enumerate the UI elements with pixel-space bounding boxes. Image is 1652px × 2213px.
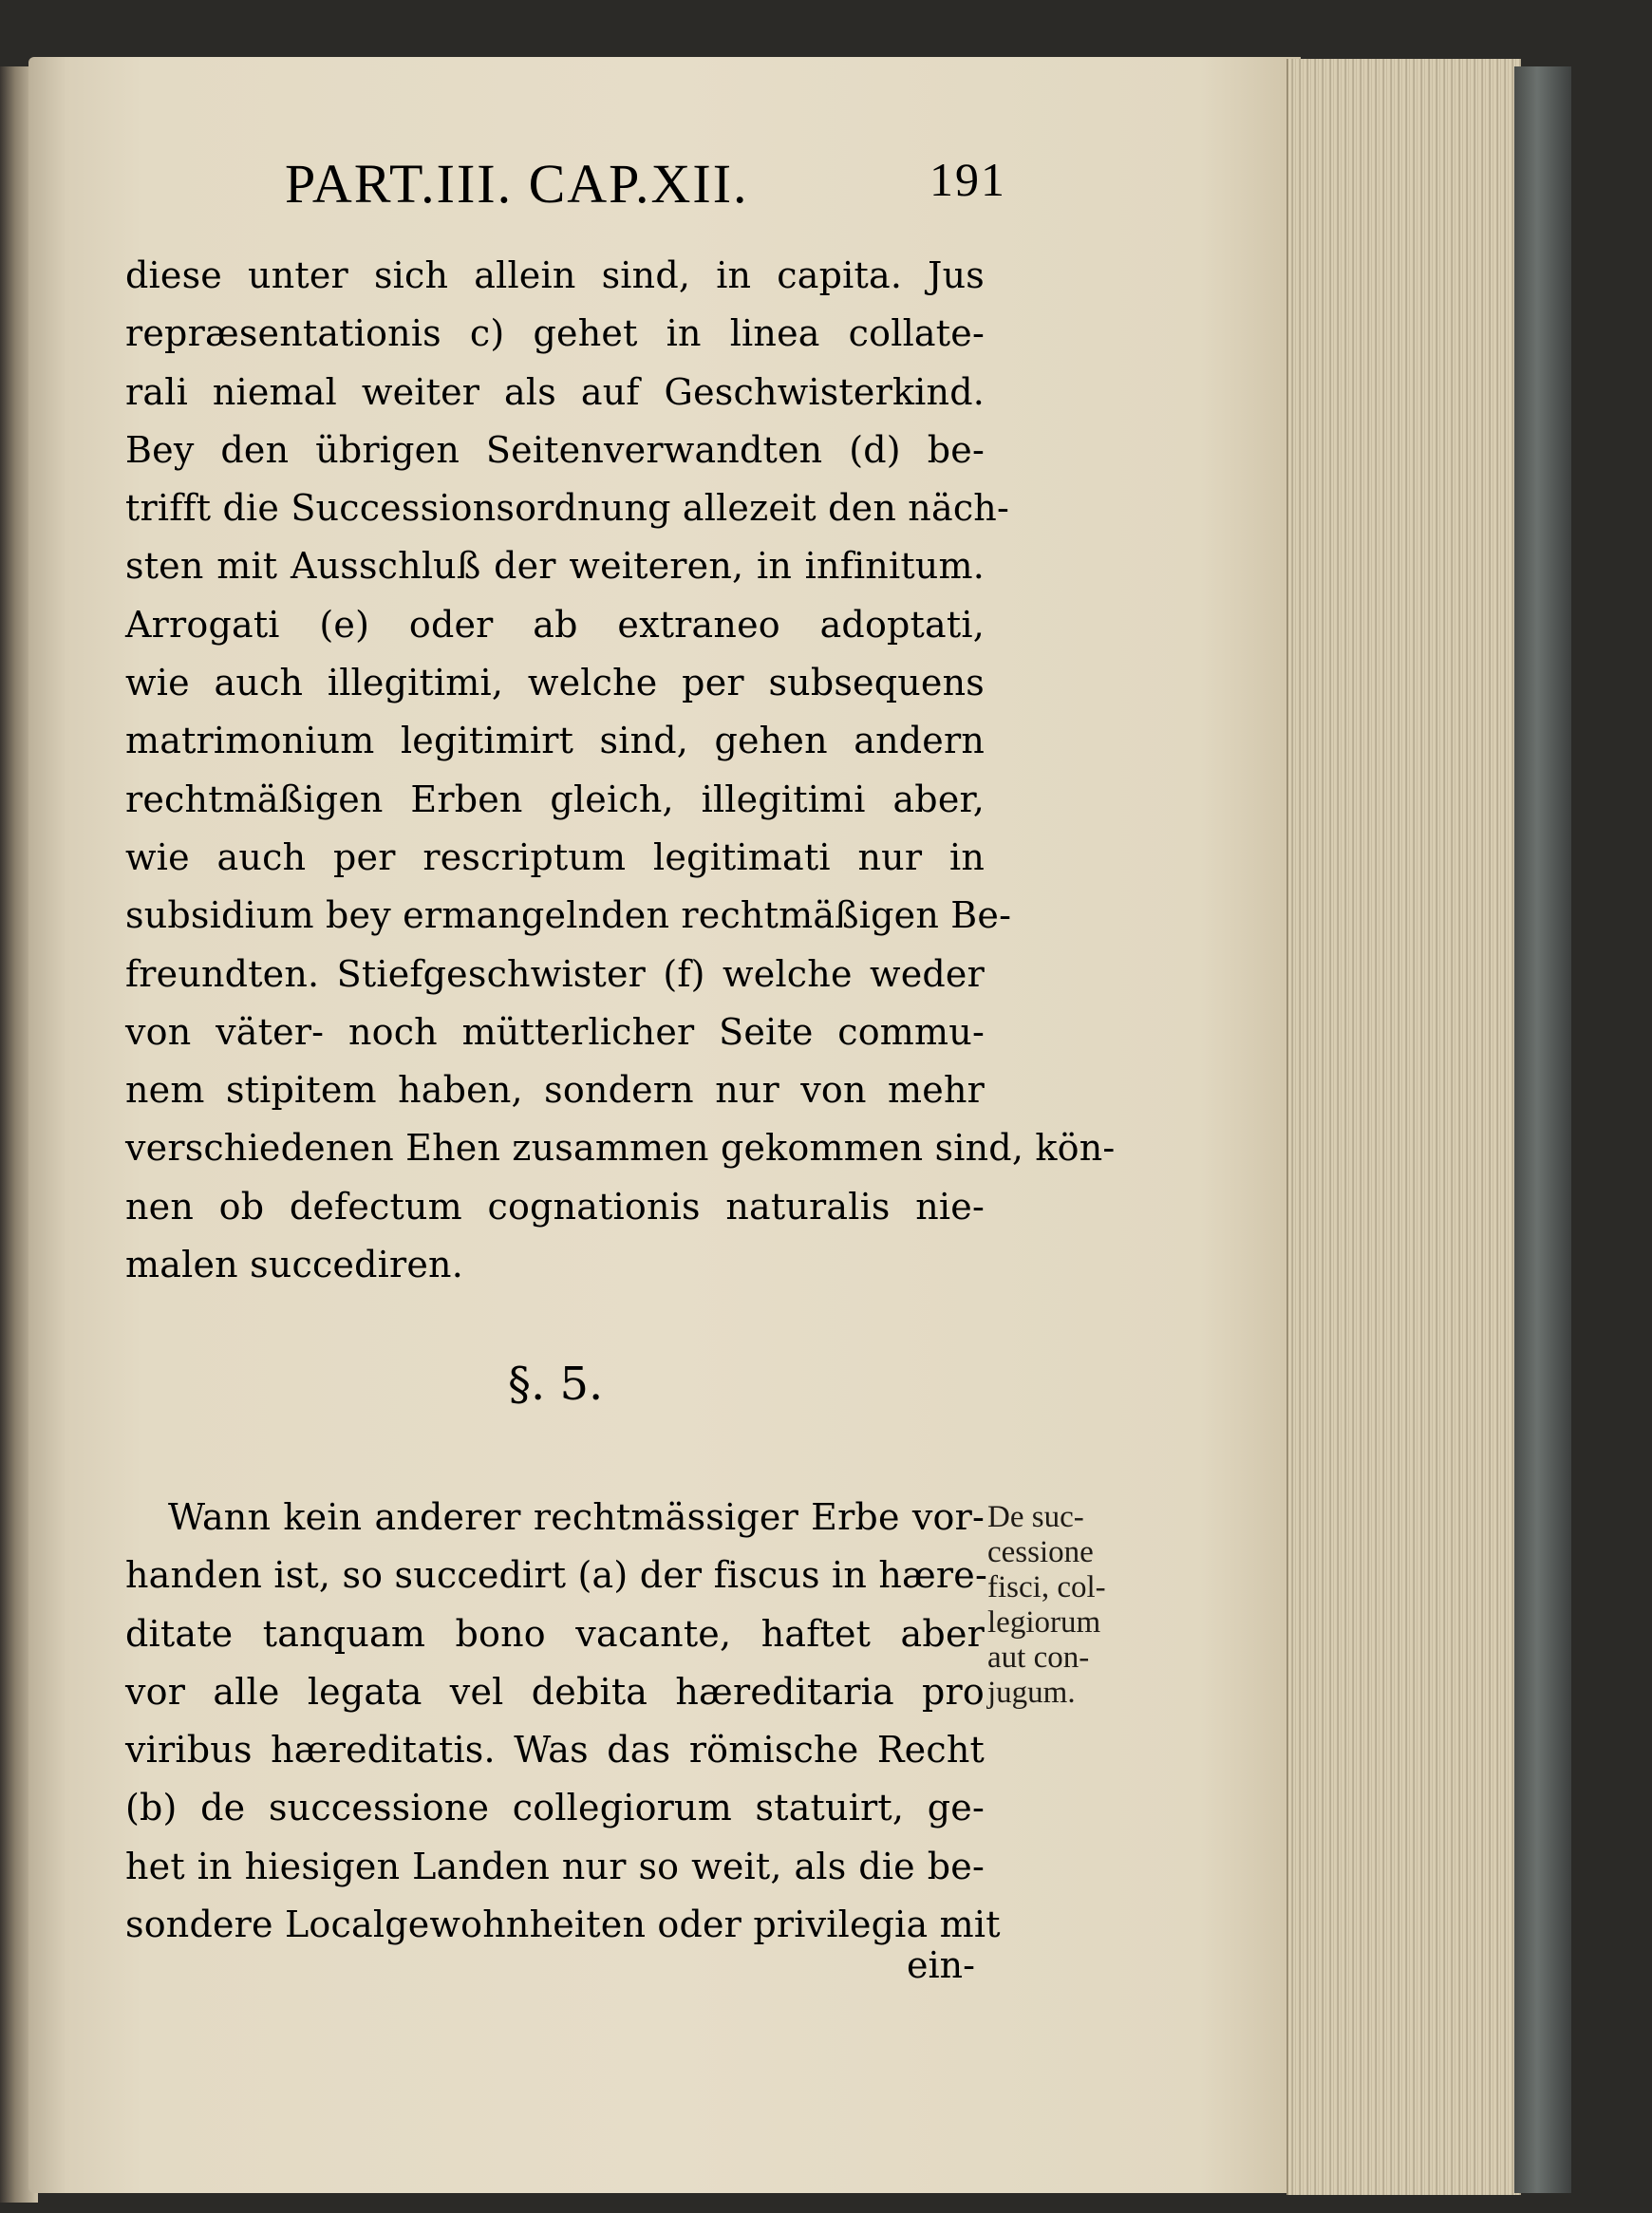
text-line: repræsentationis c) gehet in linea collate- [125, 312, 985, 355]
book-cover [1514, 66, 1571, 2193]
text-line: subsidium bey ermangelnden rechtmäßigen Be- [125, 894, 1012, 937]
marginal-note-line: legiorum [987, 1605, 1101, 1640]
text-line: vor alle legata vel debita hæreditaria pro [125, 1670, 985, 1713]
text-line: verschiedenen Ehen zusammen gekommen sind, kön- [125, 1127, 1116, 1170]
text-line: het in hiesigen Landen nur so weit, als die be- [125, 1845, 985, 1887]
text-line: diese unter sich allein sind, in capita. Jus [125, 254, 985, 296]
page-number: 191 [929, 153, 1006, 206]
text-line: matrimonium legitimirt sind, gehen andern [125, 720, 985, 762]
text-line: trifft die Successionsordnung allezeit den näch- [125, 487, 1010, 530]
text-line: freundten. Stiefgeschwister (f) welche weder [125, 952, 985, 995]
text-line: wie auch illegitimi, welche per subsequens [125, 662, 985, 704]
marginal-note-line: cessione [987, 1535, 1094, 1569]
text-line: (b) de successione collegiorum statuirt, ge- [125, 1787, 985, 1829]
running-header [285, 152, 1006, 215]
text-line: Bey den übrigen Seitenverwandten (d) be- [125, 428, 985, 471]
text-line: malen succediren. [125, 1244, 463, 1286]
marginal-note [987, 1500, 1177, 1711]
marginal-note-line: jugum. [987, 1676, 1076, 1710]
paragraph-2 [125, 1489, 1001, 1954]
page-block-edges [1286, 59, 1521, 2195]
text-line: rechtmäßigen Erben gleich, illegitimi aber, [125, 778, 985, 820]
text-line: ditate tanquam bono vacante, haftet aber [125, 1612, 985, 1655]
text-line: nem stipitem haben, sondern nur von mehr [125, 1069, 985, 1112]
text-line: Wann kein anderer rechtmässiger Erbe vor- [168, 1496, 985, 1538]
text-line: sondere Localgewohnheiten oder privilegia mit [125, 1904, 1001, 1946]
marginal-note-line: De suc- [987, 1500, 1084, 1534]
text-line: rali niemal weiter als auf Geschwisterkind. [125, 370, 985, 413]
text-line: viribus hæreditatis. Was das römische Recht [125, 1729, 985, 1772]
paragraph-1 [125, 247, 1116, 1294]
text-line: sten mit Ausschluß der weiteren, in infinitum. [125, 545, 985, 588]
text-line: von väter- noch mütterlicher Seite commu- [125, 1010, 985, 1053]
text-line: handen ist, so succedirt (a) der fiscus in hære- [125, 1554, 988, 1597]
text-line: nen ob defectum cognationis naturalis nie- [125, 1185, 985, 1228]
text-line: wie auch per rescriptum legitimati nur in [125, 835, 985, 878]
section-heading: §. 5. [508, 1358, 604, 1411]
marginal-note-line: fisci, col- [987, 1570, 1106, 1604]
running-title: PART.III. CAP.XII. [285, 153, 749, 215]
text-line: Arrogati (e) oder ab extraneo adoptati, [125, 603, 985, 646]
marginal-note-line: aut con- [987, 1641, 1090, 1675]
catchword: ein- [907, 1944, 975, 1986]
